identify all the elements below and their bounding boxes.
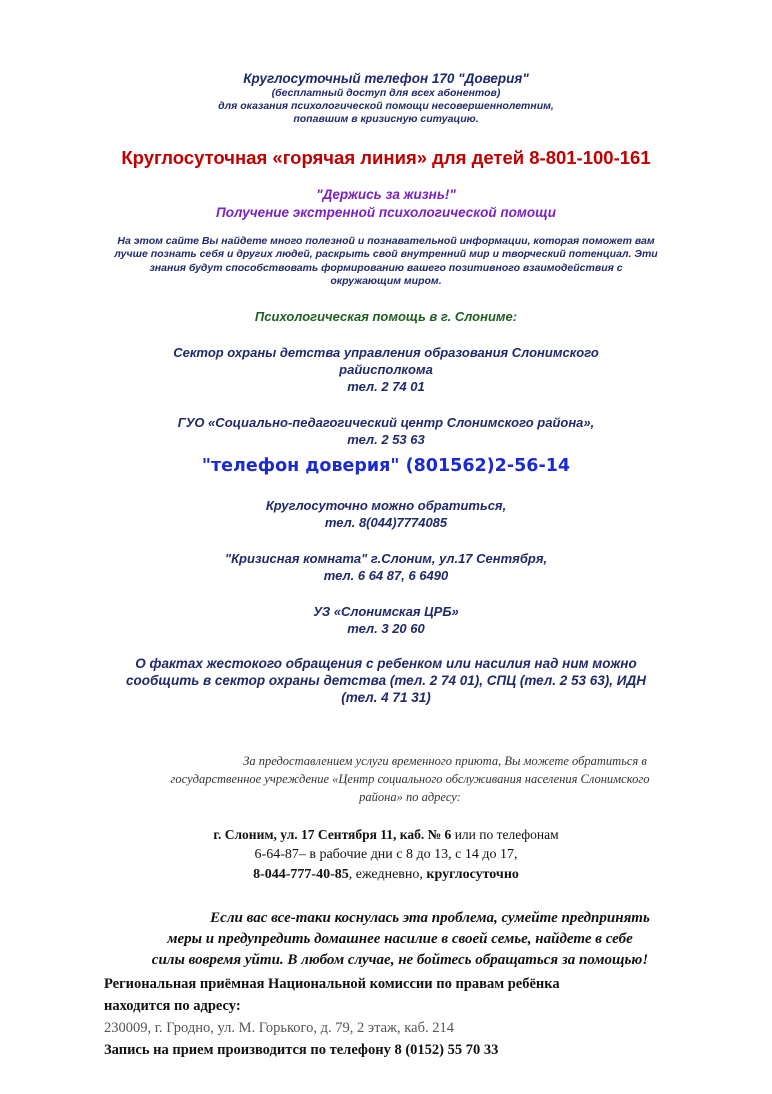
trust-phone: "телефон доверия" (801562)2-56-14 — [201, 456, 571, 476]
problem-line-1: Если вас все-таки коснулась эта проблема, сумейте предпринять — [210, 910, 650, 926]
sector-line-1: Сектор охраны детства управления образования Слонимского — [173, 345, 599, 360]
address-street: г. Слоним, ул. 17 Сентября 11, каб. № 6 — [213, 827, 452, 842]
round-the-clock-block — [0, 497, 772, 531]
hospital-phone: тел. 3 20 60 — [347, 621, 425, 636]
round-phone: тел. 8(044)7774085 — [324, 515, 448, 530]
round-line-1: Круглосуточно можно обратиться, — [265, 498, 507, 513]
site-description — [0, 235, 772, 289]
shelter-paragraph — [110, 752, 710, 806]
sector-line-2: райисполкома — [339, 362, 433, 377]
crisis-room-block — [0, 550, 772, 584]
address-or-phones: или по телефонам — [451, 827, 559, 842]
crisis-phone: тел. 6 64 87, 6 6490 — [323, 568, 449, 583]
facts-line-2: сообщить в сектор охраны детства (тел. 2 74 01), СПЦ (тел. 2 53 63), ИДН — [126, 673, 646, 688]
address-line-3 — [0, 865, 772, 885]
hospital-line-1: УЗ «Слонимская ЦРБ» — [313, 604, 459, 619]
helpline-sub-2: для оказания психологической помощи несовершеннолетним, — [218, 100, 554, 112]
problem-line-3: силы вовремя уйти. В любом случае, не бойтесь обращаться за помощью! — [151, 952, 649, 968]
address-line-2: 6-64-87– в рабочие дни с 8 до 13, с 14 до 17, — [254, 847, 518, 862]
site-line-4: окружающим миром. — [330, 275, 442, 288]
hotline-heading: Круглосуточная «горячая линия» для детей 8-801-100-161 — [121, 147, 651, 168]
guo-line-1: ГУО «Социально-педагогический центр Слонимского района», — [177, 415, 595, 430]
reg-line-1: Региональная приёмная Национальной комиссии по правам ребёнка — [104, 976, 560, 992]
site-line-1: На этом сайте Вы найдете много полезной и познавательной информации, которая поможет вам — [117, 235, 655, 247]
guo-phone: тел. 2 53 63 — [347, 432, 425, 447]
site-line-2: лучше познать себя и других людей, раскрыть свой внутренний мир и творческий потенциал. Эти — [114, 248, 658, 261]
facts-line-3: (тел. 4 71 31) — [341, 690, 431, 705]
address-daily-text: , ежедневно, — [348, 867, 427, 882]
guo-block — [0, 414, 772, 448]
crisis-line-1: "Кризисная комната" г.Слоним, ул.17 Сентября, — [224, 551, 548, 566]
hold-on-subtitle: Получение экстренной психологической помощи — [216, 205, 556, 220]
problem-line-2: меры и предупредить домашнее насилие в своей семье, найдете в себе — [167, 931, 633, 947]
sector-block — [0, 344, 772, 395]
address-round-clock: круглосуточно — [426, 867, 519, 882]
reg-appointment-phone: Запись на прием производится по телефону 8 (0152) 55 70 33 — [104, 1042, 499, 1058]
hold-on-title: "Держись за жизнь!" — [316, 187, 456, 202]
helpline-sub-3: попавшим в кризисную ситуацию. — [293, 113, 479, 125]
site-line-3: знания будут способствовать формированию вашего позитивного взаимодействия с — [149, 261, 623, 274]
problem-paragraph — [100, 908, 700, 971]
helpline-sub-1: (бесплатный доступ для всех абонентов) — [271, 87, 501, 99]
helpline-170-block — [0, 70, 772, 126]
shelter-line-2: государственное учреждение «Центр социального обслуживания населения Слонимского — [170, 772, 650, 786]
shelter-address-block — [0, 825, 772, 885]
shelter-line-1: За предоставлением услуги временного приюта, Вы можете обратиться в — [243, 754, 647, 768]
helpline-title: Круглосуточный телефон 170 "Доверия" — [243, 71, 529, 86]
reg-line-2: находится по адресу: — [104, 998, 241, 1014]
reg-address: 230009, г. Гродно, ул. М. Горького, д. 79, 2 этаж, каб. 214 — [104, 1020, 454, 1036]
address-line-1 — [0, 825, 772, 845]
sector-phone: тел. 2 74 01 — [347, 379, 425, 394]
abuse-report-block — [0, 655, 772, 706]
hold-on-block — [0, 186, 772, 222]
regional-reception-block — [104, 973, 724, 1061]
shelter-line-3: района» по адресу: — [359, 790, 461, 804]
facts-line-1: О фактах жестокого обращения с ребенком или насилия над ним можно — [135, 656, 637, 671]
psy-help-heading: Психологическая помощь в г. Слониме: — [254, 309, 518, 324]
hospital-block — [0, 603, 772, 637]
address-daily-phone: 8-044-777-40-85 — [253, 867, 349, 882]
